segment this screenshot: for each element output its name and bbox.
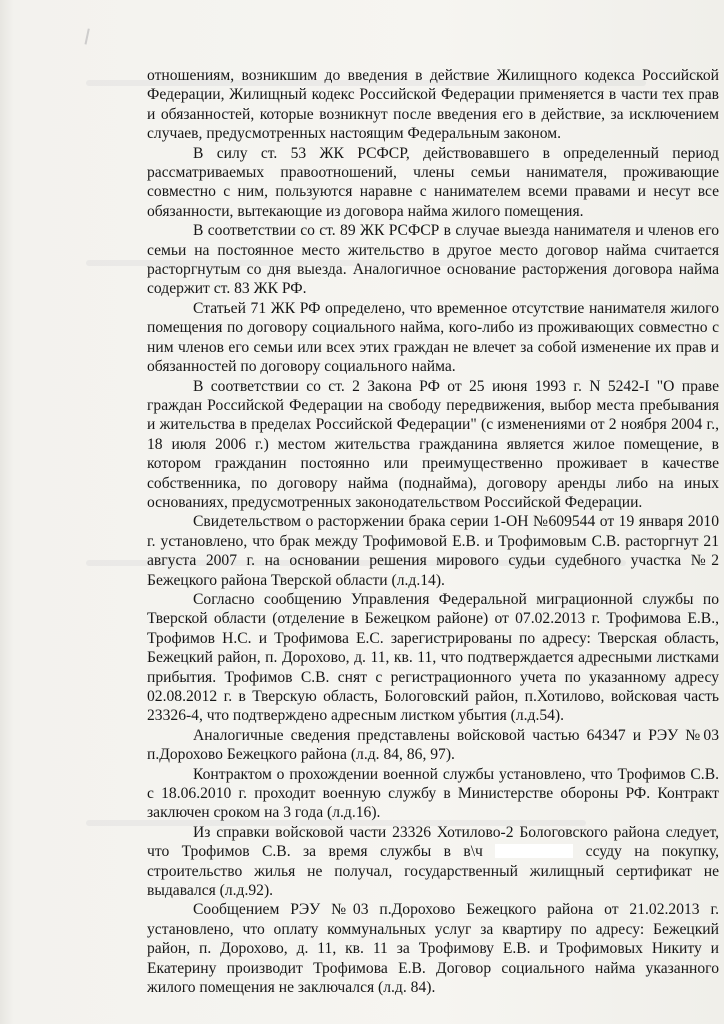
paragraph-10-start: Из справки войсковой части 23326 Хотилово-2 Бологовского района следует, что Трофимов С.В. за время службы в в\ч — [147, 823, 719, 861]
paragraph-11: Сообщением РЭУ №03 п.Дорохово Бежецкого района от 21.02.2013 г. установлено, что оплату коммунальных услуг за квартиру по адресу: Бежецкий район, п. Дорохово, д. 11, кв. 11 за Трофимову Е.В. и Трофимовых Никиту и Екатерину производит Трофимова Е.В. Договор социального найма указанного жилого помещения не заключался (л.д. 84). — [147, 901, 719, 997]
redaction-box — [495, 844, 573, 858]
paragraph-6: Свидетельством о расторжении брака серии 1-ОН №609544 от 19 января 2010 г. установлено, что брак между Трофимовой Е.В. и Трофимовым С.В. расторгнут 21 августа 2007 г. на основании решения мирового судьи судебного участка №2 Бежецкого района Тверской области (л.д.14). — [147, 513, 719, 589]
pen-mark — [85, 29, 104, 48]
paragraph-7: Согласно сообщению Управления Федеральной миграционной службы по Тверской области (отделение в Бежецком районе) от 07.02.2013 г. Трофимова Е.В., Трофимов Н.С. и Трофимова Е.С. зарегистрированы по адресу: Тверская область, Бежецкий район, п. Дорохово, д. 11, кв. 11, что подтверждается адресными листками прибытия. Трофимов С.В. снят с регистрационного учета по указанному адресу 02.08.2012 г. в Тверскую область, Бологовский район, п.Хотилово, войсковая часть 23326-4, что подтверждено адресным листком убытия (л.д.54). — [147, 590, 719, 725]
paragraph-5: В соответствии со ст. 2 Закона РФ от 25 июня 1993 г. N 5242-I "О праве граждан Российской Федерации на свободу передвижения, выбор места пребывания и жительства в пределах Российской Федерации" (с изменениями от 2 ноября 2004 г., 18 июля 2006 г.) местом жительства гражданина является жилое помещение, в котором гражданин постоянно или преимущественно проживает в качестве собственника, по договору найма (поднайма), договору аренды либо на иных основаниях, предусмотренных законодательством Российской Федерации. — [147, 377, 719, 511]
paragraph-10 — [147, 823, 719, 901]
paragraph-9: Контрактом о прохождении военной службы установлено, что Трофимов С.В. с 18.06.2010 г. проходит военную службу в Министерстве обороны РФ. Контракт заключен сроком на 3 года (л.д.16). — [147, 765, 719, 822]
paragraph-3: В соответствии со ст. 89 ЖК РСФСР в случае выезда нанимателя и членов его семьи на постоянное место жительство в другое место договор найма считается расторгнутым со дня выезда. Аналогичное основание расторжения договора найма содержит ст. 83 ЖК РФ. — [147, 222, 719, 298]
paragraph-2: В силу ст. 53 ЖК РСФСР, действовавшего в определенный период рассматриваемых правоотношений, члены семьи нанимателя, проживающие совместно с ним, пользуются наравне с нанимателем всеми правами и несут все обязанности, вытекающие из договора найма жилого помещения. — [147, 144, 719, 220]
paragraph-1: отношениям, возникшим до введения в действие Жилищного кодекса Российской Федерации, Жилищный кодекс Российской Федерации применяется в части тех прав и обязанностей, которые возникнут после введения его в действие, за исключением случаев, предусмотренных настоящим Федеральным законом. — [147, 67, 719, 143]
paragraph-4: Статьей 71 ЖК РФ определено, что временное отсутствие нанимателя жилого помещения по договору социального найма, кого-либо из проживающих совместно с ним членов его семьи или всех этих граждан не влечет за собой изменение их прав и обязанностей по договору социального найма. — [147, 299, 719, 376]
document-body — [147, 66, 719, 998]
paragraph-8: Аналогичные сведения представлены войсковой частью 64347 и РЭУ №03 п.Дорохово Бежецкого района (л.д. 84, 86, 97). — [147, 726, 719, 764]
paragraph-10-end: ссуду на покупку, строительство жилья не получал, государственный жилищный сертификат не выдавался (л.д.92). — [147, 843, 720, 900]
